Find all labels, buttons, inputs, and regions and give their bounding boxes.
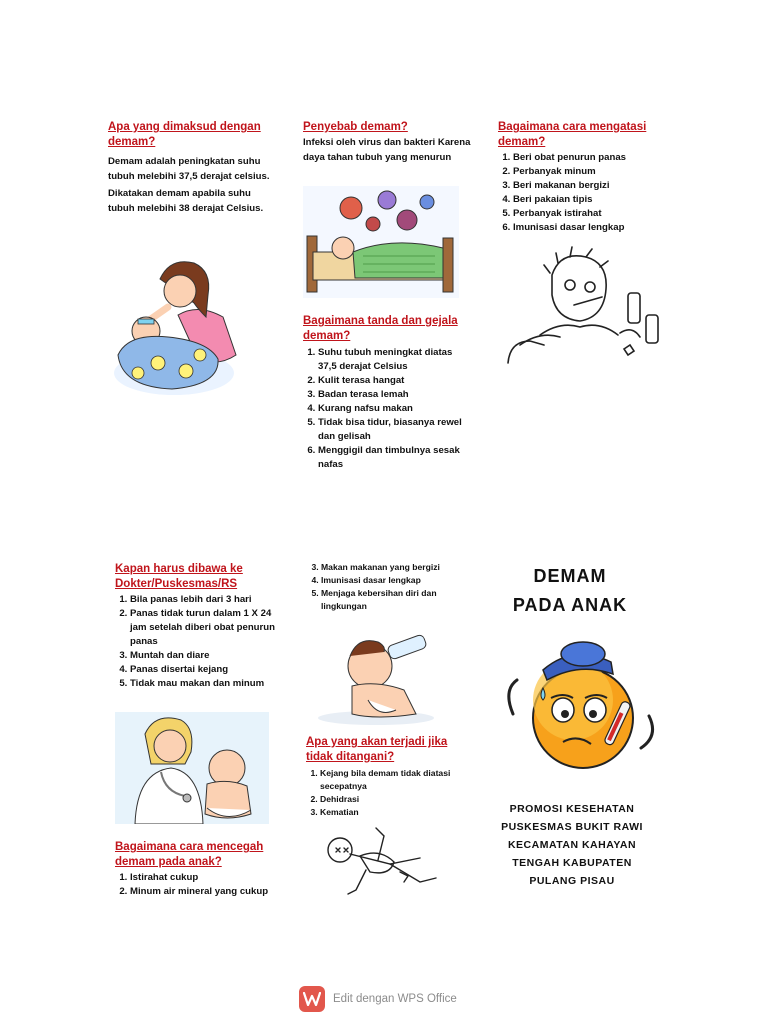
symptom-item: 1. Suhu tubuh meningkat diatas 37,5 derajat Celsius (318, 346, 473, 374)
wps-office-icon (299, 986, 325, 1012)
mother-checking-child-illustration (108, 255, 240, 397)
consequence-item: 2. Dehidrasi (320, 793, 476, 806)
fainted-child-illustration (320, 820, 445, 900)
doctor-heading: Kapan harus dibawa ke Dokter/Puskesmas/RS (115, 563, 243, 590)
panel-prevention-continued (307, 561, 467, 613)
symptom-item: 3. Badan terasa lemah (318, 388, 473, 402)
doctor-item: 2. Panas tidak turun dalam 1 X 24 jam setelah diberi obat penurun panas (130, 607, 285, 649)
treatment-item: 1. Beri obat penurun panas (513, 151, 658, 165)
panel-causes (303, 120, 473, 165)
panel-consequences (306, 735, 476, 819)
symptom-item: 2. Kulit terasa hangat (318, 374, 473, 388)
treatment-item: 4. Beri pakaian tipis (513, 193, 658, 207)
doctor-item: 4. Panas disertai kejang (130, 663, 285, 677)
prevention-heading: Bagaimana cara mencegah demam pada anak? (115, 841, 264, 868)
treatment-item: 5. Perbanyak istirahat (513, 207, 658, 221)
treatment-item: 2. Perbanyak minum (513, 165, 658, 179)
causes-paragraph: Infeksi oleh virus dan bakteri Karena daya tahan tubuh yang menurun (303, 137, 471, 163)
doctor-list (115, 593, 285, 691)
symptom-item: 5. Tidak bisa tidur, biasanya rewel dan gelisah (318, 416, 473, 444)
symptoms-list (303, 346, 473, 472)
doctor-item: 3. Muntah dan diare (130, 649, 285, 663)
cover-org-line-3: KECAMATAN KAHAYAN (507, 839, 637, 851)
cover-title-line-2: PADA ANAK (512, 595, 628, 615)
prevention-item: 3. Makan makanan yang bergizi (321, 561, 467, 574)
consequence-heading: Apa yang akan terjadi jika tidak ditangani? (306, 736, 448, 763)
definition-paragraph-1: Demam adalah peningkatan suhu tubuh melebihi 37,5 derajat celsius. (108, 156, 270, 182)
panel-when-to-see-doctor (115, 562, 285, 691)
prevention-continued-list (307, 561, 467, 613)
definition-heading: Apa yang dimaksud dengan demam? (108, 121, 261, 148)
treatment-item: 3. Beri makanan bergizi (513, 179, 658, 193)
treatment-item: 6. Imunisasi dasar lengkap (513, 221, 658, 235)
panel-treatment (498, 120, 658, 235)
sick-child-with-thermometer-illustration (500, 245, 666, 377)
consequence-item: 3. Kematian (320, 806, 476, 819)
cover-org-line-1: PROMOSI KESEHATAN (509, 803, 635, 815)
treatment-list (498, 151, 658, 235)
panel-prevention (115, 840, 285, 899)
cover-org-line-5: PULANG PISAU (529, 875, 615, 887)
doctor-item: 1. Bila panas lebih dari 3 hari (130, 593, 285, 607)
symptom-item: 4. Kurang nafsu makan (318, 402, 473, 416)
baby-drinking-bottle-illustration (312, 630, 440, 726)
cover-title-line-1: DEMAM (533, 566, 607, 586)
panel-definition (108, 120, 276, 216)
causes-heading: Penyebab demam? (303, 121, 408, 133)
definition-paragraph-2: Dikatakan demam apabila suhu tubuh melebihi 38 derajat Celsius. (108, 188, 264, 214)
wps-label: Edit dengan WPS Office (333, 993, 457, 1005)
cover-org-line-2: PUSKESMAS BUKIT RAWI (501, 821, 643, 833)
feverish-emoji-illustration (503, 640, 659, 778)
prevention-item: 1. Istirahat cukup (130, 871, 285, 885)
consequence-item: 1. Kejang bila demam tidak diatasi secepatnya (320, 767, 476, 793)
sick-child-with-germs-illustration (303, 186, 459, 298)
doctor-item: 5. Tidak mau makan dan minum (130, 677, 285, 691)
consequence-list (306, 767, 476, 819)
prevention-list (115, 871, 285, 899)
prevention-item: 5. Menjaga kebersihan diri dan lingkungan (321, 587, 467, 613)
cover-org-line-4: TENGAH KABUPATEN (512, 857, 632, 869)
symptoms-heading: Bagaimana tanda dan gejala demam? (303, 315, 458, 342)
prevention-item: 4. Imunisasi dasar lengkap (321, 574, 467, 587)
panel-symptoms (303, 314, 473, 472)
doctor-examining-baby-illustration (115, 712, 269, 824)
treatment-heading: Bagaimana cara mengatasi demam? (498, 121, 647, 148)
prevention-item: 2. Minum air mineral yang cukup (130, 885, 285, 899)
symptom-item: 6. Menggigil dan timbulnya sesak nafas (318, 444, 473, 472)
edit-with-wps-link[interactable] (299, 985, 457, 1013)
